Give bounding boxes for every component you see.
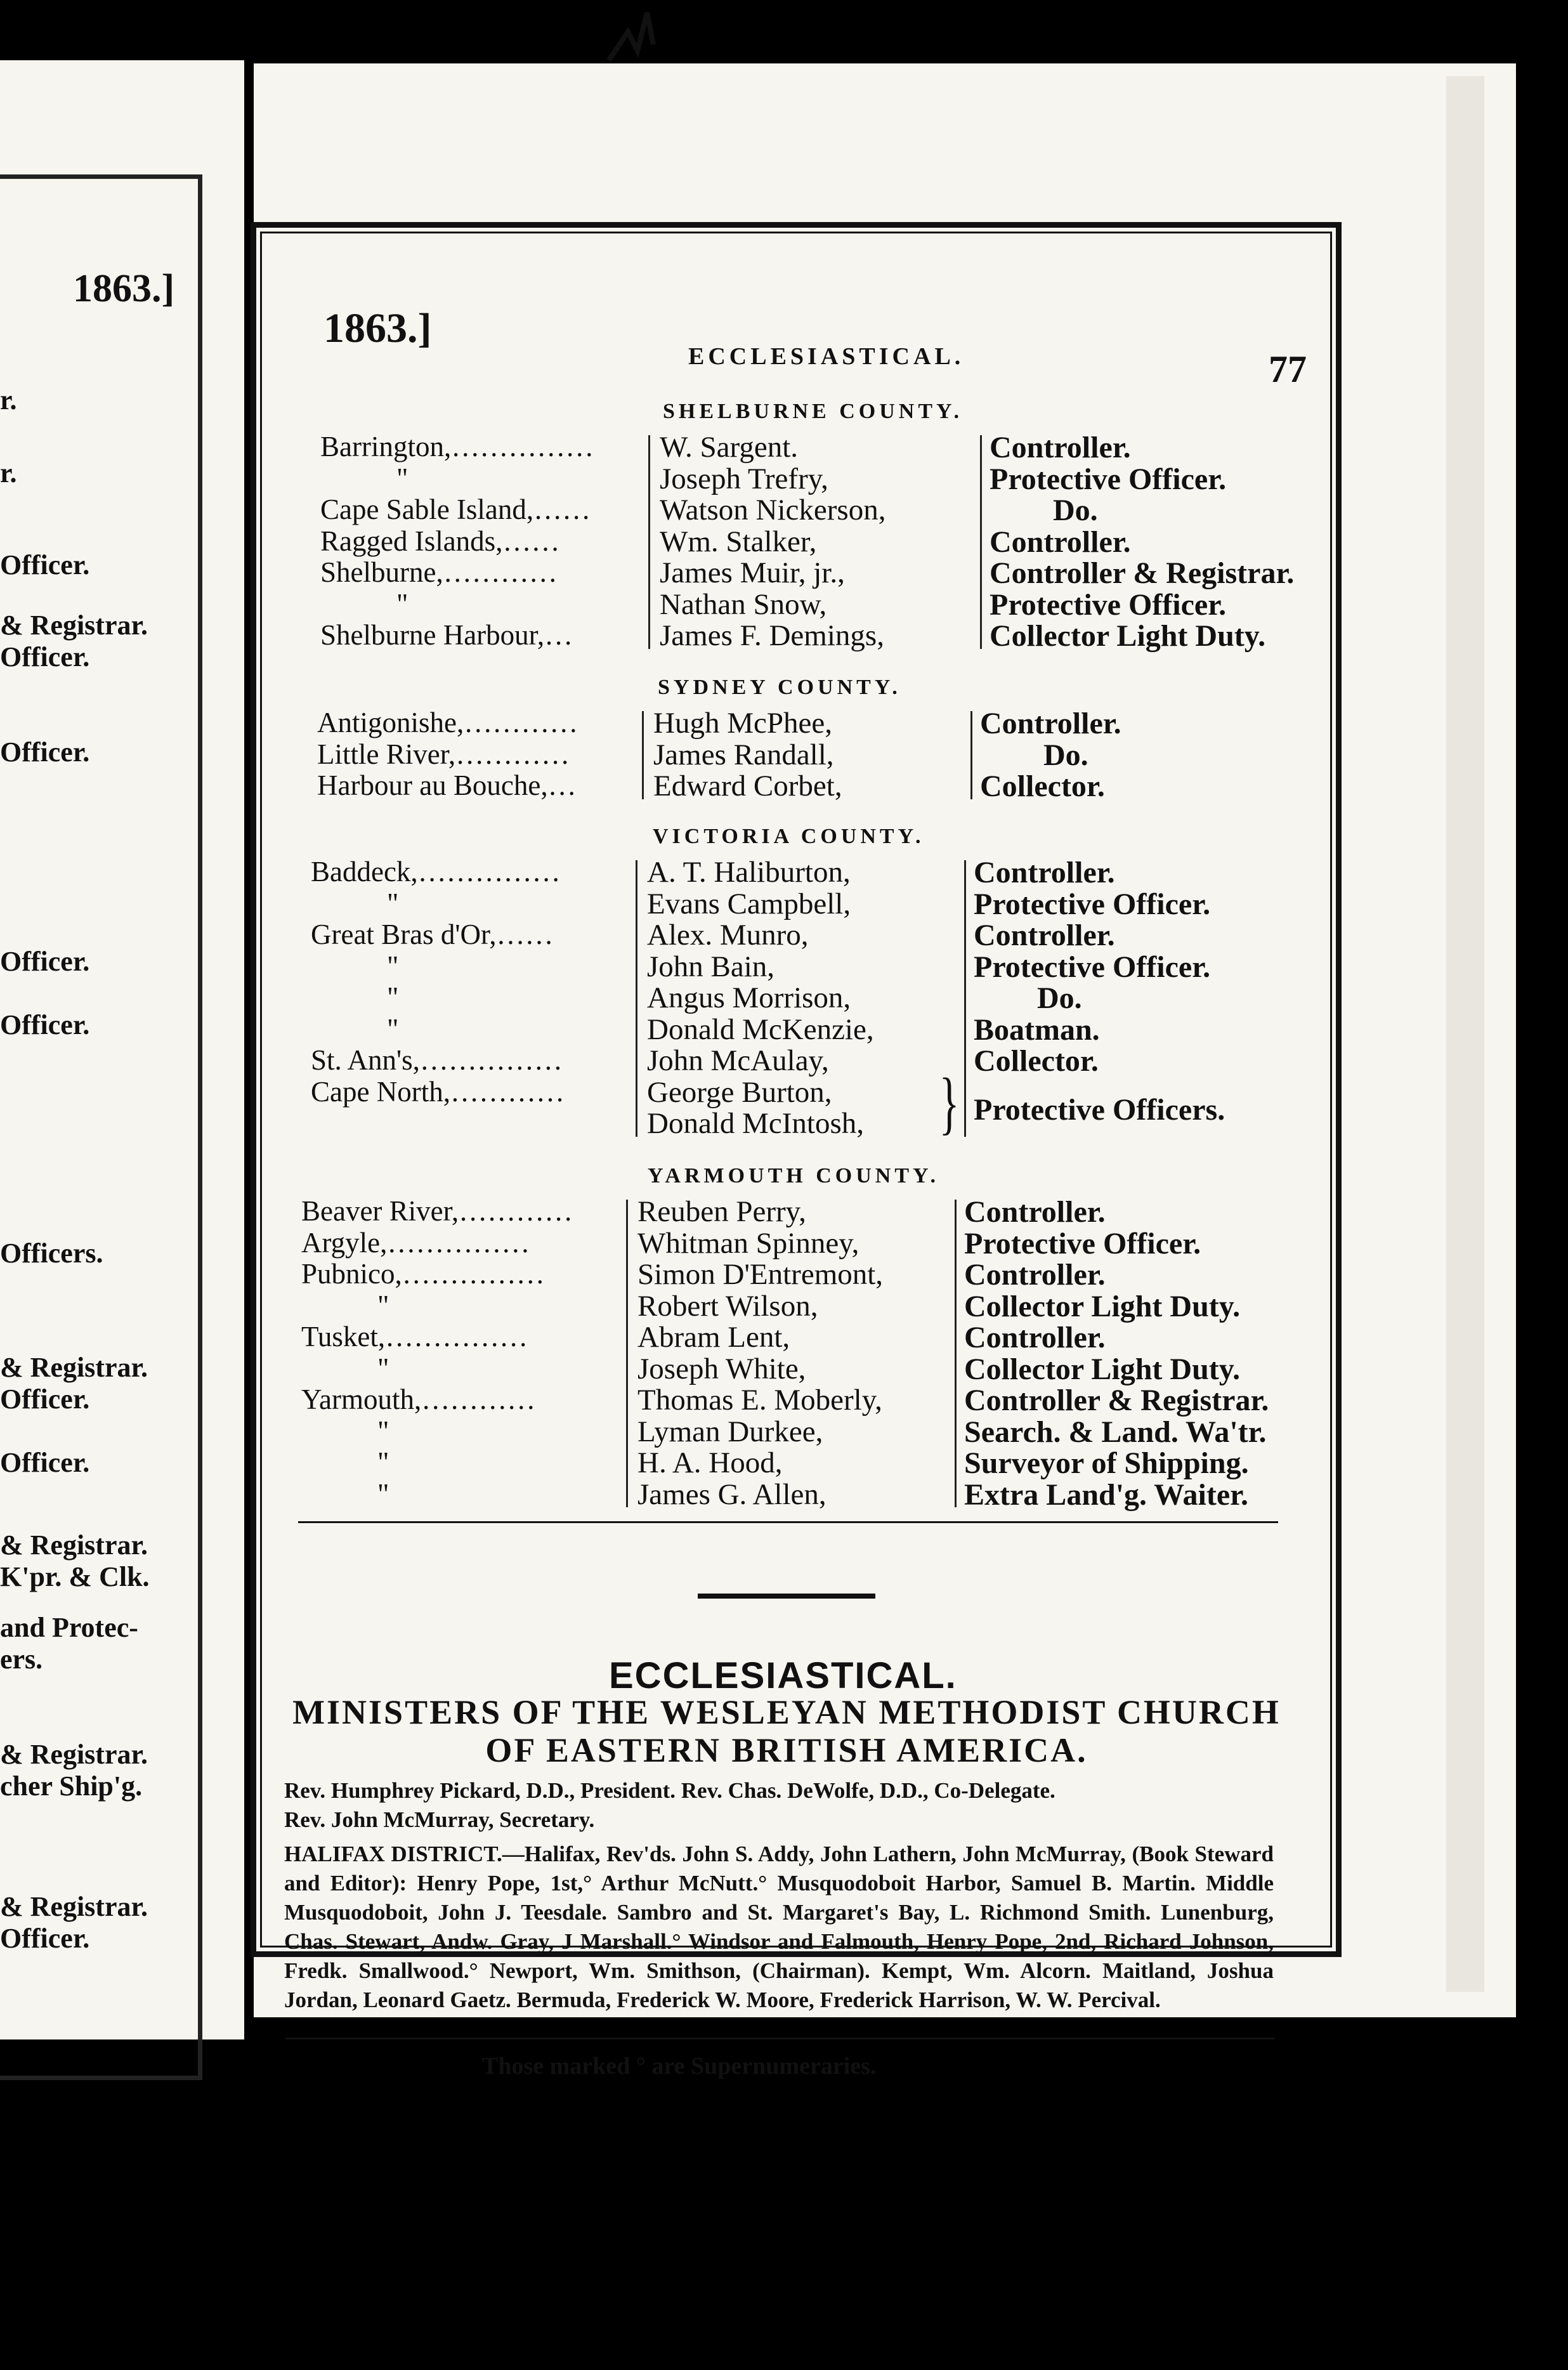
row-place: "	[377, 1289, 389, 1321]
left-page-fragment: Officer.	[0, 1384, 90, 1415]
row-place: Antigonishe,…………	[317, 707, 578, 738]
row-place: Shelburne Harbour,…	[320, 619, 573, 651]
officers-line1: Rev. Humphrey Pickard, D.D., President. Rev. Chas. DeWolfe, D.D., Co-Delegate.	[284, 1778, 1055, 1803]
row-office: Controller.	[964, 1321, 1106, 1354]
row-person: Edward Corbet,	[653, 769, 842, 802]
section-divider	[698, 1594, 875, 1599]
brace-icon: }	[939, 1063, 960, 1141]
left-page-fragment: & Registrar.	[0, 610, 148, 641]
row-office: Do.	[1043, 738, 1088, 772]
row-place: Ragged Islands,……	[320, 525, 560, 557]
row-office: Collector.	[974, 1044, 1099, 1078]
footnote: Those marked ° are Supernumeraries.	[482, 2053, 877, 2079]
row-office: Surveyor of Shipping.	[964, 1446, 1249, 1480]
row-place: Argyle,……………	[301, 1226, 530, 1259]
row-office: Do.	[1053, 494, 1098, 527]
row-person: Simon D'Entremont,	[637, 1258, 884, 1291]
ministers-heading-line1: MINISTERS OF THE WESLEYAN METHODIST CHURCH	[292, 1693, 1281, 1731]
row-place: Yarmouth,…………	[301, 1384, 536, 1415]
table-bottom-rule	[298, 1521, 1278, 1523]
row-place: "	[387, 887, 399, 919]
left-page-fragment: & Registrar.	[0, 1739, 148, 1770]
row-person: Joseph White,	[637, 1352, 806, 1385]
row-office: Controller.	[990, 431, 1131, 464]
left-page-fragment: Officer.	[0, 1009, 90, 1040]
row-place: "	[387, 981, 399, 1013]
row-person: Reuben Perry,	[637, 1195, 806, 1228]
row-person: Joseph Trefry,	[660, 462, 828, 495]
column-divider	[642, 711, 644, 799]
ink-mark	[603, 6, 666, 70]
row-office: Collector.	[980, 769, 1105, 803]
county-heading: YARMOUTH COUNTY.	[648, 1164, 939, 1188]
row-person: Hugh McPhee,	[653, 707, 832, 740]
row-office: Controller.	[990, 525, 1131, 559]
footnote-rule	[285, 2038, 1275, 2039]
left-page-fragment: Officers.	[0, 1238, 103, 1269]
row-person: Thomas E. Moberly,	[637, 1384, 882, 1417]
section-title: ECCLESIASTICAL.	[609, 1655, 957, 1696]
row-person: Watson Nickerson,	[660, 494, 886, 527]
row-office: Protective Officer.	[990, 462, 1227, 496]
left-page-fragment: Officer.	[0, 737, 90, 768]
row-person: Wm. Stalker,	[660, 525, 817, 558]
row-person: Robert Wilson,	[637, 1289, 818, 1323]
row-office: Protective Officer.	[990, 587, 1227, 622]
row-office: Controller.	[974, 856, 1115, 889]
row-place: "	[377, 1477, 389, 1510]
row-place: Little River,…………	[317, 738, 570, 770]
row-person: A. T. Haliburton,	[647, 856, 851, 889]
row-place: "	[396, 462, 408, 494]
row-office: Protective Officer.	[964, 1226, 1201, 1260]
row-place: "	[387, 1012, 399, 1045]
row-office: Controller.	[964, 1195, 1106, 1229]
column-divider	[955, 1200, 957, 1507]
row-office: Protective Officer.	[974, 950, 1211, 984]
row-person: George Burton,	[647, 1075, 832, 1109]
row-place: Great Bras d'Or,……	[311, 919, 554, 950]
row-person: John McAulay,	[647, 1044, 829, 1077]
left-page-fragment: Officer.	[0, 946, 90, 977]
row-office: Collector Light Duty.	[964, 1289, 1241, 1323]
left-page-fragment: Officer.	[0, 549, 90, 580]
column-divider	[626, 1200, 628, 1507]
row-person: John Bain,	[647, 950, 775, 983]
row-person: James G. Allen,	[637, 1477, 826, 1511]
row-office: Protective Officer.	[974, 887, 1211, 921]
page-year: 1863.]	[323, 305, 432, 351]
left-page-fragment: & Registrar.	[0, 1891, 148, 1922]
row-office: Protective Officers.	[974, 1093, 1225, 1127]
column-divider	[964, 860, 966, 1137]
left-page-fragment: r.	[0, 457, 17, 488]
row-place: "	[387, 950, 399, 982]
page-number: 77	[1269, 348, 1307, 390]
row-person: Abram Lent,	[637, 1321, 790, 1354]
row-person: James F. Demings,	[660, 619, 884, 652]
left-page-fragment: ers.	[0, 1644, 43, 1675]
row-person: James Muir, jr.,	[660, 556, 845, 589]
row-office: Do.	[1037, 981, 1082, 1015]
row-person: James Randall,	[653, 738, 834, 771]
row-person: Donald McKenzie,	[647, 1012, 874, 1046]
row-place: Tusket,……………	[301, 1321, 528, 1352]
row-person: H. A. Hood,	[637, 1446, 783, 1479]
left-page-fragment: K'pr. & Clk.	[0, 1561, 150, 1592]
row-person: Alex. Munro,	[647, 919, 809, 952]
row-office: Collector Light Duty.	[964, 1352, 1241, 1386]
row-office: Boatman.	[974, 1012, 1100, 1047]
row-office: Search. & Land. Wa'tr.	[964, 1415, 1267, 1449]
column-divider	[636, 860, 637, 1137]
row-office: Controller.	[980, 707, 1121, 740]
row-place: Cape Sable Island,……	[320, 494, 591, 525]
column-divider	[648, 435, 650, 649]
row-place: Shelburne,…………	[320, 556, 558, 588]
officers-line2: Rev. John McMurray, Secretary.	[284, 1807, 595, 1832]
row-person: Donald McIntosh,	[647, 1107, 865, 1140]
row-place: "	[377, 1415, 389, 1447]
row-place: "	[377, 1352, 389, 1384]
column-divider	[970, 711, 972, 799]
row-place: Baddeck,……………	[311, 856, 561, 887]
left-page-fragment: Officer.	[0, 641, 90, 672]
row-office: Collector Light Duty.	[990, 619, 1266, 653]
row-place: Pubnico,……………	[301, 1258, 545, 1290]
left-page-fragment: & Registrar.	[0, 1352, 148, 1383]
left-page-fragment: and Protec-	[0, 1612, 138, 1643]
row-place: "	[396, 587, 408, 620]
row-person: Angus Morrison,	[647, 981, 851, 1014]
row-place: Harbour au Bouche,…	[317, 769, 577, 801]
column-divider	[980, 435, 982, 649]
page-running-title: ECCLESIASTICAL.	[688, 343, 965, 370]
row-person: Evans Campbell,	[647, 887, 851, 920]
left-page-year: 1863.]	[73, 267, 175, 310]
row-place: Barrington,……………	[320, 431, 594, 462]
county-heading: SHELBURNE COUNTY.	[663, 400, 963, 423]
left-page-fragment: & Registrar.	[0, 1529, 148, 1561]
county-heading: VICTORIA COUNTY.	[653, 825, 925, 848]
page-edge	[1446, 76, 1484, 1992]
row-place: "	[377, 1446, 389, 1478]
row-person: W. Sargent.	[660, 431, 799, 464]
row-place: Cape North,…………	[311, 1075, 565, 1108]
row-place: St. Ann's,……………	[311, 1044, 563, 1076]
halifax-district-text: HALIFAX DISTRICT.—Halifax, Rev'ds. John S. Addy, John Lathern, John McMurray, (Book Steward and Editor): Henry Pope, 1st,° Arthur McNutt.° Musquodoboit Harbor, Samuel B. Martin. Middle Musquodoboit, John J. Teesdale. Sambro and St. Margaret's Bay, L. Richmond Smith. Lunenburg, Chas. Stewart, Andw. Gray, J Marshall.° Windsor and Falmouth, Henry Pope, 2nd, Richard Johnson, Fredk. Smallwood.° Newport, Wm. Smithson, (Chairman). Kempt, Wm. Alcorn. Maitland, Joshua Jordan, Leonard Gaetz. Bermuda, Frederick W. Moore, Frederick Harrison, W. W. Percival.	[284, 1842, 1274, 2012]
left-page-fragment: Officer.	[0, 1923, 90, 1954]
row-office: Controller & Registrar.	[990, 556, 1295, 590]
row-place: Beaver River,…………	[301, 1195, 573, 1227]
row-person: Nathan Snow,	[660, 587, 827, 621]
row-office: Controller.	[974, 919, 1115, 952]
county-heading: SYDNEY COUNTY.	[658, 676, 901, 699]
row-person: Lyman Durkee,	[637, 1415, 823, 1448]
row-office: Extra Land'g. Waiter.	[964, 1477, 1249, 1512]
row-office: Controller & Registrar.	[964, 1384, 1269, 1417]
left-page-fragment: r.	[0, 384, 17, 416]
left-page-fragment: Officer.	[0, 1447, 90, 1478]
row-office: Controller.	[964, 1258, 1106, 1292]
row-person: Whitman Spinney,	[637, 1226, 859, 1260]
left-page-fragment: cher Ship'g.	[0, 1771, 143, 1802]
ministers-heading-line2: OF EASTERN BRITISH AMERICA.	[485, 1731, 1088, 1769]
